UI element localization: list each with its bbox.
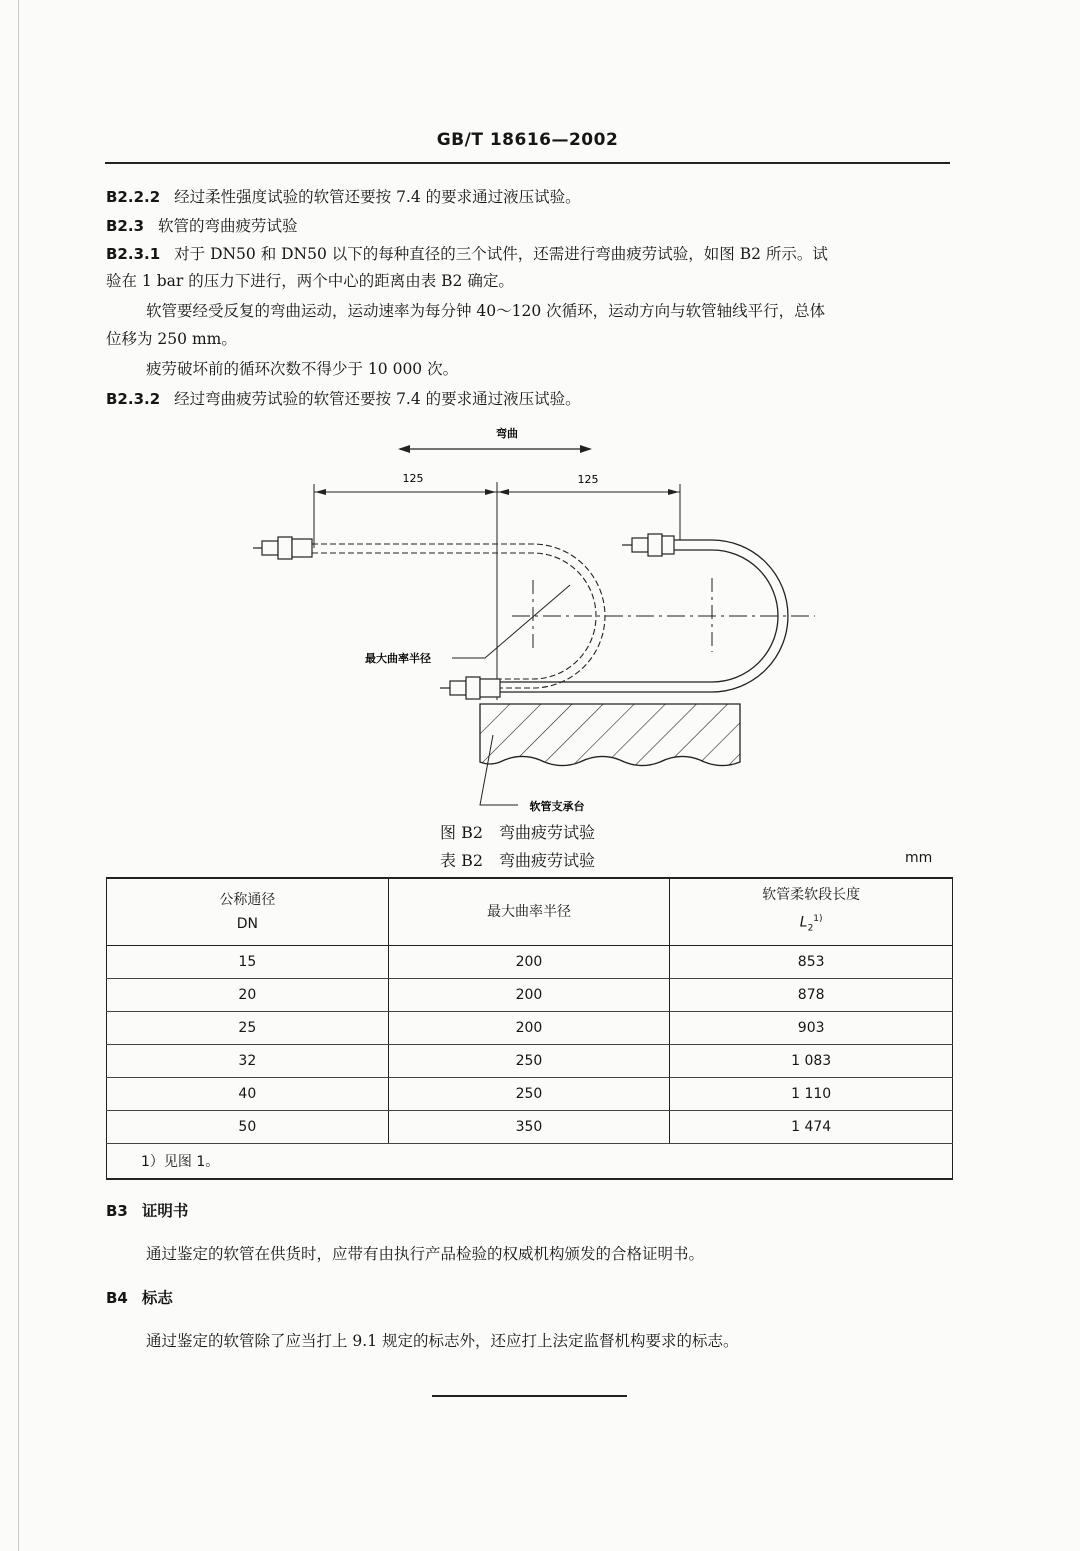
section-b4-text: 通过鉴定的软管除了应当打上 9.1 规定的标志外，还应打上法定监督机构要求的标志。 xyxy=(146,1332,739,1350)
cell-length: 878 xyxy=(670,979,953,1012)
table-header-row xyxy=(107,878,953,946)
header-dn xyxy=(107,878,389,946)
cell-dn: 32 xyxy=(107,1045,389,1078)
section-text: 对于 DN50 和 DN50 以下的每种直径的三个试件，还需进行弯曲疲劳试验，如图 B2 所示。试 xyxy=(174,245,828,263)
cell-dn: 50 xyxy=(107,1111,389,1144)
section-number: B2.3.2 xyxy=(106,390,161,408)
paragraph-cycles: 疲劳破坏前的循环次数不得少于 10 000 次。 xyxy=(146,360,459,378)
bending-fatigue-table xyxy=(106,877,953,1180)
fitting-upper-right xyxy=(622,534,674,556)
section-number: B2.2.2 xyxy=(106,188,161,206)
end-rule xyxy=(432,1395,627,1397)
section-number: B2.3.1 xyxy=(106,245,161,263)
bend-arrow-head-left xyxy=(398,445,410,453)
header-dn-title: 公称通径 xyxy=(219,892,276,908)
header-radius: 最大曲率半径 xyxy=(388,878,670,946)
table-row xyxy=(107,1045,953,1078)
section-b3-text: 通过鉴定的软管在供货时，应带有由执行产品检验的权威机构颁发的合格证明书。 xyxy=(146,1245,705,1263)
bend-label: 弯曲 xyxy=(496,427,518,440)
figure-caption: 图 B2 弯曲疲劳试验 xyxy=(440,823,596,842)
dim-arrow xyxy=(485,489,496,495)
section-b3-heading xyxy=(106,1200,188,1222)
table-footnote: 1）见图 1。 xyxy=(107,1144,953,1180)
section-title: 标志 xyxy=(141,1288,173,1307)
paragraph-motion-line2: 位移为 250 mm。 xyxy=(106,330,237,348)
length-symbol: L xyxy=(799,914,808,931)
section-number: B4 xyxy=(106,1289,128,1307)
max-radius-leader xyxy=(452,585,570,658)
fitting-upper-left xyxy=(253,537,312,559)
header-length-title: 软管柔软段长度 xyxy=(762,887,861,904)
paragraph-motion-line1: 软管要经受反复的弯曲运动，运动速率为每分钟 40～120 次循环，运动方向与软管轴线平行，总体 xyxy=(146,302,826,320)
section-number: B2.3 xyxy=(106,217,145,235)
dim-arrow xyxy=(668,489,679,495)
dim-arrow xyxy=(498,489,509,495)
max-radius-label: 最大曲率半径 xyxy=(365,652,431,665)
header-dn-symbol: DN xyxy=(236,916,258,932)
section-number: B3 xyxy=(106,1202,128,1220)
footnote-ref: 1) xyxy=(813,914,823,925)
header-length xyxy=(670,878,953,946)
cell-dn: 15 xyxy=(107,946,389,979)
page-header: GB/T 18616—2002 xyxy=(436,130,619,150)
dimension-right: 125 xyxy=(577,473,599,486)
table-row xyxy=(107,1012,953,1045)
table-caption: 表 B2 弯曲疲劳试验 xyxy=(440,851,596,870)
table-row xyxy=(107,1111,953,1144)
dimension-left: 125 xyxy=(402,472,424,485)
table-row xyxy=(107,979,953,1012)
table-row xyxy=(107,946,953,979)
cell-dn: 20 xyxy=(107,979,389,1012)
bend-arrow-head-right xyxy=(580,445,592,453)
cell-radius: 200 xyxy=(388,1012,670,1045)
cell-radius: 200 xyxy=(388,946,670,979)
cell-dn: 40 xyxy=(107,1078,389,1111)
support-label: 软管支承台 xyxy=(529,800,585,813)
section-b231-line2: 验在 1 bar 的压力下进行，两个中心的距离由表 B2 确定。 xyxy=(106,272,514,290)
section-text: 经过柔性强度试验的软管还要按 7.4 的要求通过液压试验。 xyxy=(174,188,581,206)
cell-radius: 250 xyxy=(388,1045,670,1078)
cell-length: 1 110 xyxy=(670,1078,953,1111)
fitting-lower-left xyxy=(440,677,500,699)
cell-dn: 25 xyxy=(107,1012,389,1045)
cell-length: 1 083 xyxy=(670,1045,953,1078)
table-unit: mm xyxy=(905,850,933,866)
hose-loop-left xyxy=(312,544,605,688)
header-length-symbol xyxy=(670,907,952,940)
section-title: 软管的弯曲疲劳试验 xyxy=(158,217,298,235)
cell-radius: 350 xyxy=(388,1111,670,1144)
cell-length: 1 474 xyxy=(670,1111,953,1144)
section-b4-heading xyxy=(106,1287,173,1309)
cell-radius: 200 xyxy=(388,979,670,1012)
section-text: 经过弯曲疲劳试验的软管还要按 7.4 的要求通过液压试验。 xyxy=(174,390,581,408)
hose-support-table xyxy=(480,704,740,766)
table-footnote-row xyxy=(107,1144,953,1180)
length-subscript: 2 xyxy=(807,923,814,934)
cell-length: 903 xyxy=(670,1012,953,1045)
section-title: 证明书 xyxy=(141,1201,189,1220)
dim-arrow xyxy=(315,489,326,495)
cell-length: 853 xyxy=(670,946,953,979)
cell-radius: 250 xyxy=(388,1078,670,1111)
table-row xyxy=(107,1078,953,1111)
